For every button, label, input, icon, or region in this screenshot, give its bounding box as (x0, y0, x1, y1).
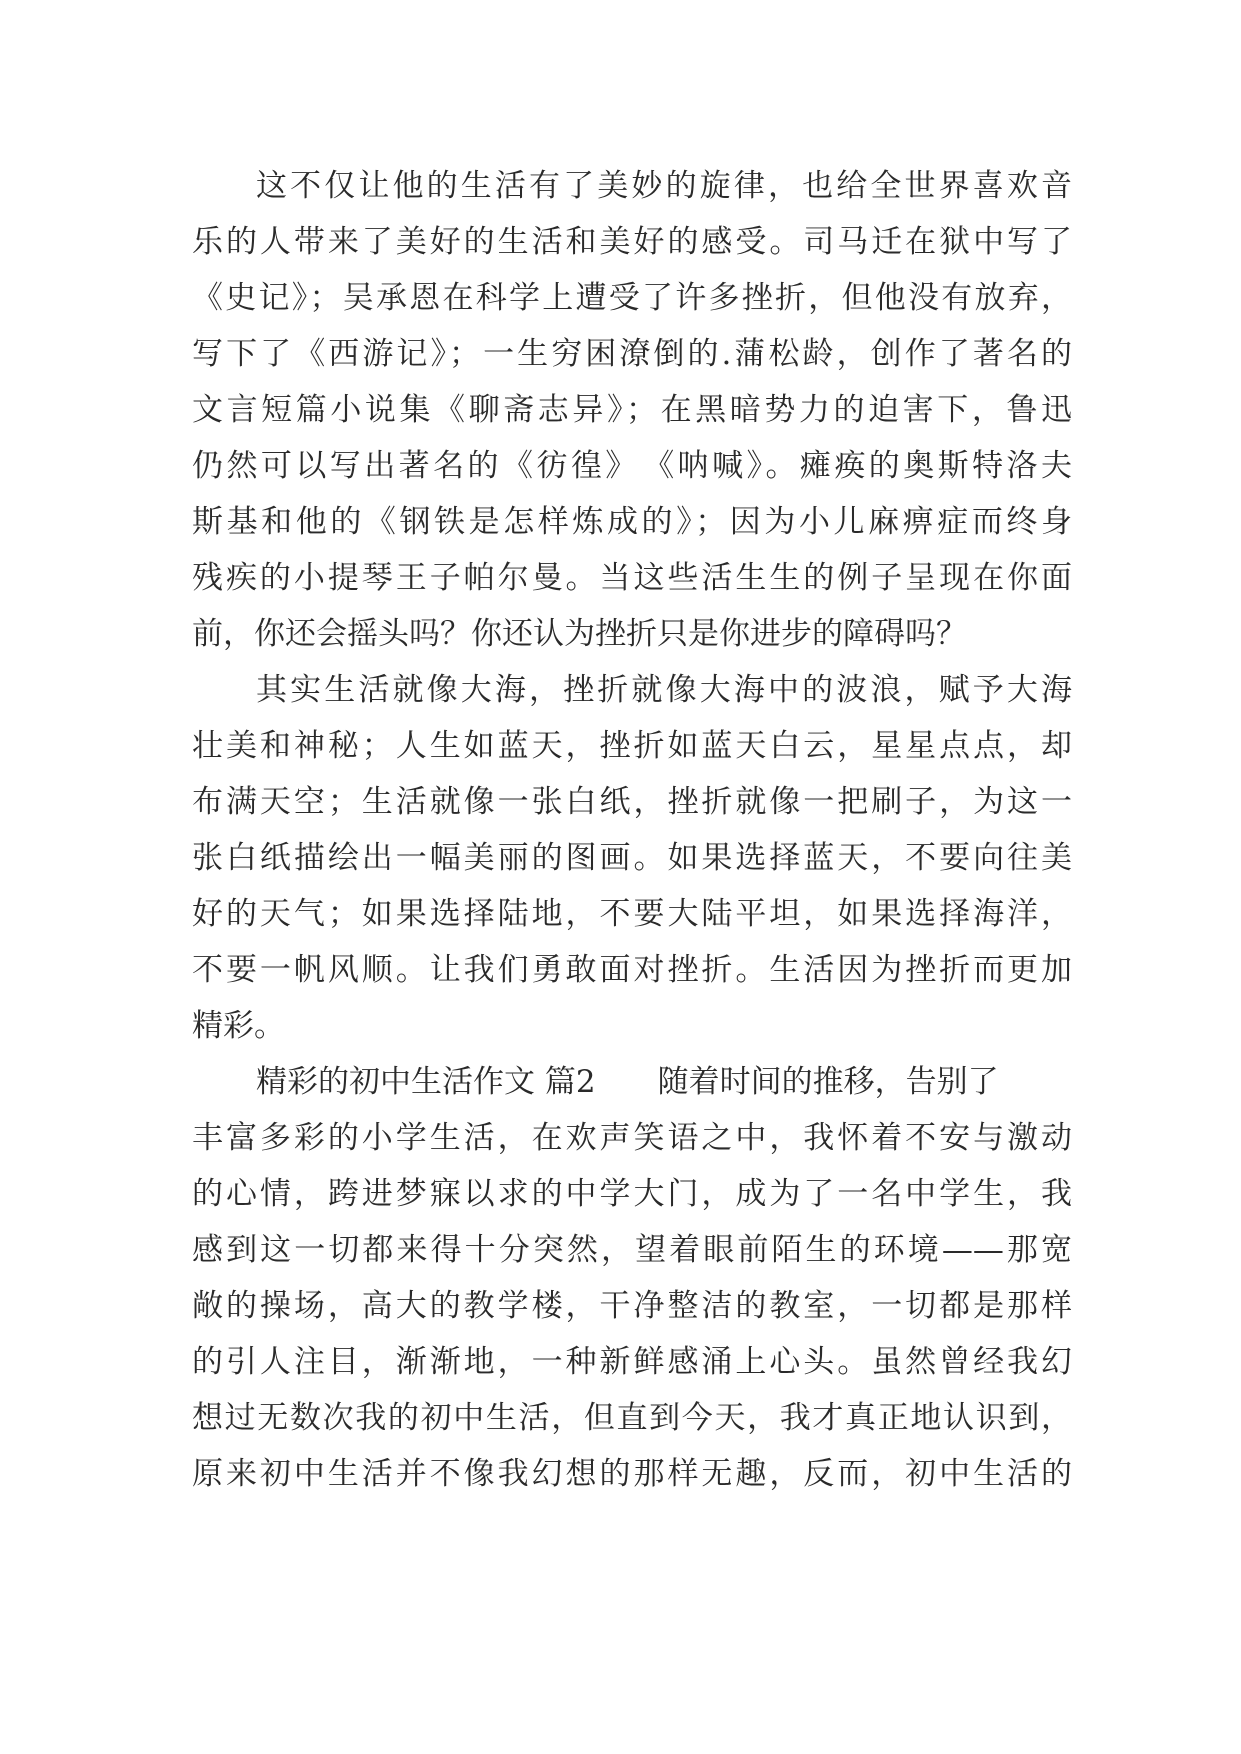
text-line: 写下了《西游记》；一生穷困潦倒的.蒲松龄，创作了著名的 (192, 336, 1072, 372)
text-line: 壮美和神秘；人生如蓝天，挫折如蓝天白云，星星点点，却 (192, 728, 1072, 764)
text-line: 的引人注目，渐渐地，一种新鲜感涌上心头。虽然曾经我幻 (192, 1344, 1072, 1380)
text-line: 《史记》；吴承恩在科学上遭受了许多挫折，但他没有放弃， (192, 280, 1072, 316)
text-line: 这不仅让他的生活有了美妙的旋律，也给全世界喜欢音 (256, 168, 1072, 204)
text-line: 精彩。 (192, 1008, 285, 1044)
text-line: 前，你还会摇头吗？你还认为挫折只是你进步的障碍吗？ (192, 616, 967, 652)
text-line: 斯基和他的《钢铁是怎样炼成的》；因为小儿麻痹症而终身 (192, 504, 1072, 540)
paragraph (192, 1054, 1072, 1502)
text-line: 好的天气；如果选择陆地，不要大陆平坦，如果选择海洋， (192, 896, 1072, 932)
text-line: 不要一帆风顺。让我们勇敢面对挫折。生活因为挫折而更加 (192, 952, 1072, 988)
text-line: 的心情，跨进梦寐以求的中学大门，成为了一名中学生，我 (192, 1176, 1072, 1212)
paragraph (192, 158, 1072, 662)
text-line: 感到这一切都来得十分突然，望着眼前陌生的环境——那宽 (192, 1232, 1072, 1268)
text-line: 仍然可以写出著名的《彷徨》 《呐喊》。瘫痪的奥斯特洛夫 (192, 448, 1072, 484)
text-line: 张白纸描绘出一幅美丽的图画。如果选择蓝天，不要向往美 (192, 840, 1072, 876)
text-line: 乐的人带来了美好的生活和美好的感受。司马迁在狱中写了 (192, 224, 1072, 260)
document-body (192, 158, 1072, 1502)
text-line: 布满天空；生活就像一张白纸，挫折就像一把刷子，为这一 (192, 784, 1072, 820)
text-line: 敞的操场，高大的教学楼，干净整洁的教室，一切都是那样 (192, 1288, 1072, 1324)
text-line: 想过无数次我的初中生活，但直到今天，我才真正地认识到， (192, 1400, 1072, 1436)
text-line: 丰富多彩的小学生活，在欢声笑语之中，我怀着不安与激动 (192, 1120, 1072, 1156)
text-line: 原来初中生活并不像我幻想的那样无趣，反而，初中生活的 (192, 1456, 1072, 1492)
text-line: 残疾的小提琴王子帕尔曼。当这些活生生的例子呈现在你面 (192, 560, 1072, 596)
heading-line (192, 1054, 1072, 1110)
text-line: 文言短篇小说集《聊斋志异》；在黑暗势力的迫害下，鲁迅 (192, 392, 1072, 428)
heading-line-text: 随着时间的推移，告别了 (657, 1064, 999, 1100)
text-line: 其实生活就像大海，挫折就像大海中的波浪，赋予大海 (256, 672, 1072, 708)
section-heading: 精彩的初中生活作文 篇2 (256, 1064, 596, 1100)
paragraph (192, 662, 1072, 1054)
